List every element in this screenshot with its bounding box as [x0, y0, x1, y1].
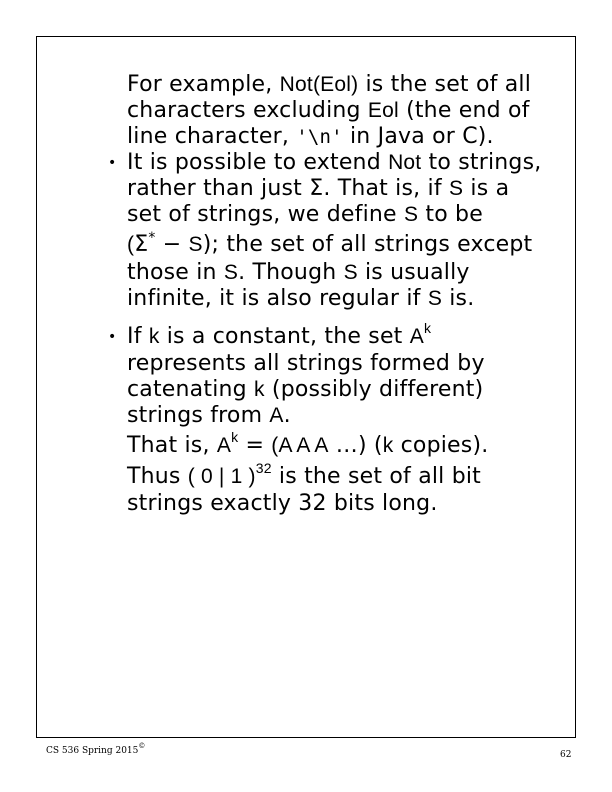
k-superscript: k [231, 429, 239, 445]
text: to strings, rather than just [127, 150, 542, 201]
text: Thus [127, 464, 188, 489]
text: . [283, 403, 291, 428]
bullet-item-extend-not [108, 150, 547, 312]
bullet-subtext [127, 232, 547, 312]
text: . That is, if [323, 176, 449, 201]
bullet-subtext [127, 429, 547, 460]
text: = [238, 433, 272, 458]
copyright-icon: © [138, 742, 146, 750]
eol-symbol: Eol [367, 99, 399, 122]
bullet-icon: • [108, 329, 117, 345]
text: copies). [393, 433, 489, 458]
text: It is possible to extend [127, 150, 389, 175]
kleene-star: * [148, 230, 156, 246]
text: ); the set of all strings except those in [127, 232, 533, 285]
slide-content [108, 72, 547, 517]
text: ( [127, 233, 135, 256]
text: If [127, 324, 149, 349]
k-symbol: k [382, 434, 394, 457]
text: is usually infinite, it is also regular if [127, 260, 470, 311]
text: …) [328, 433, 367, 458]
sigma-symbol: Σ [309, 176, 324, 201]
not-operator: Not [279, 73, 313, 96]
text: is. [442, 286, 475, 311]
a-symbol: A [269, 404, 284, 427]
bullet-text [127, 320, 547, 429]
not-operator: Not [388, 151, 422, 174]
course-label: CS 536 Spring 2015 [46, 746, 139, 756]
text: is a constant, the set [159, 324, 410, 349]
newline-code: '\n' [296, 126, 343, 148]
eol-symbol: (Eol) [312, 73, 359, 96]
k-symbol: k [148, 325, 160, 348]
text: to be [418, 202, 483, 227]
bullet-item-repetition [108, 320, 547, 517]
text: (possibly different) strings from [127, 377, 484, 428]
set-symbol: S [427, 287, 443, 310]
sigma-symbol: Σ [134, 232, 149, 257]
text: For example, [127, 72, 280, 97]
text: . Though [238, 260, 344, 285]
text: (the end of line character, [127, 98, 530, 149]
a-symbol: A [409, 325, 424, 348]
page-number: 62 [560, 750, 572, 760]
bullet-icon: • [108, 155, 117, 171]
text: in Java or C). [342, 124, 494, 149]
aaa-expression: (A A A [271, 434, 329, 457]
text: That is, [127, 433, 217, 458]
exponent: 32 [255, 460, 272, 476]
set-symbol: S [188, 233, 203, 256]
text: represents all strings formed by catenating [127, 351, 485, 402]
regex-expression: ( 0 | 1 ) [187, 465, 256, 488]
text: ( [366, 433, 383, 458]
a-symbol: A [216, 434, 232, 457]
bullet-subtext [127, 460, 547, 517]
text: is the set of all bit strings exactly 32 bits long. [127, 464, 481, 516]
minus-symbol: − [155, 232, 189, 257]
footer-course [46, 742, 146, 756]
k-symbol: k [254, 378, 265, 401]
text: is the set of all characters excluding [127, 72, 532, 123]
set-symbol: S [223, 261, 239, 284]
set-symbol: S [343, 261, 358, 284]
text: is a set of strings, we define [127, 176, 510, 227]
set-symbol: S [449, 177, 464, 200]
intro-paragraph [127, 72, 547, 150]
k-superscript: k [423, 320, 432, 336]
bullet-text [127, 150, 547, 228]
set-symbol: S [403, 203, 419, 226]
